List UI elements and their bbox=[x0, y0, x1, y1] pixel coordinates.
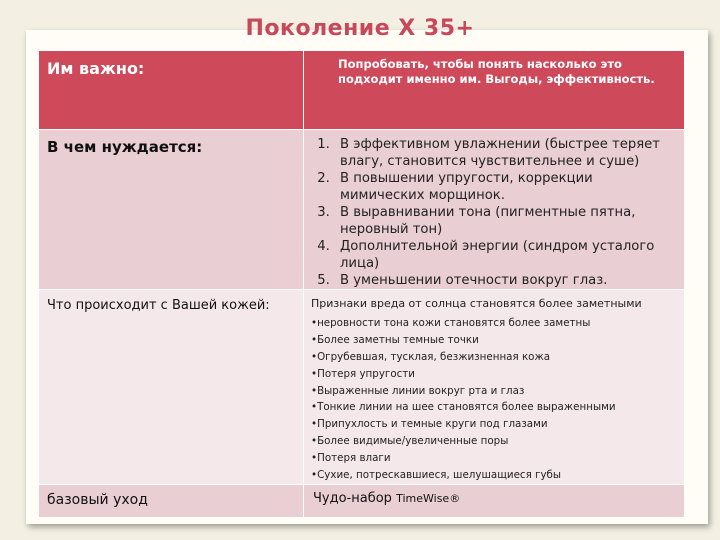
skin-item: •Припухлость и темные круги под глазами bbox=[311, 418, 548, 431]
row-value-cell bbox=[304, 51, 685, 130]
needs-item: 1. В эффективном увлажнении (быстрее теряет влагу, становится чувствительнее и суше) bbox=[334, 136, 678, 170]
row-label-cell bbox=[39, 51, 304, 130]
skin-intro: Признаки вреда от солнца становятся более заметными bbox=[311, 297, 642, 310]
care-brand: TimeWise® bbox=[396, 491, 461, 505]
table-row-important bbox=[39, 51, 685, 130]
skin-item: •Сухие, потрескавшиеся, шелушащиеся губы bbox=[311, 469, 562, 482]
row-value-cell bbox=[304, 130, 685, 290]
needs-item: 5. В уменьшении отечности вокруг глаз. bbox=[334, 272, 678, 289]
table-row-needs bbox=[39, 130, 685, 290]
important-label: Им важно: bbox=[47, 59, 145, 78]
table-row-care bbox=[39, 484, 685, 517]
skin-label: Что происходит с Вашей кожей: bbox=[47, 298, 270, 313]
skin-list bbox=[304, 290, 684, 484]
care-value bbox=[304, 485, 684, 506]
needs-list bbox=[304, 130, 684, 289]
info-table bbox=[38, 50, 685, 518]
skin-item: •Более заметны темные точки bbox=[311, 333, 479, 346]
row-value-cell bbox=[304, 290, 685, 485]
care-product: Чудо-набор bbox=[313, 490, 392, 506]
skin-item: •Более видимые/увеличенные поры bbox=[311, 435, 509, 448]
table-row-skin bbox=[39, 290, 685, 485]
row-value-cell bbox=[304, 484, 685, 517]
important-text: Попробовать, чтобы понять насколько это подходит именно им. Выгоды, эффективность. bbox=[338, 57, 655, 86]
row-label-cell bbox=[39, 130, 304, 290]
needs-item: 4. Дополнительной энергии (синдром усталого лица) bbox=[334, 238, 678, 272]
row-label-cell bbox=[39, 290, 304, 485]
needs-label: В чем нуждается: bbox=[47, 138, 203, 156]
needs-item: 3. В выравнивании тона (пигментные пятна, неровный тон) bbox=[334, 204, 678, 238]
skin-item: •Выраженные линии вокруг рта и глаз bbox=[311, 384, 525, 397]
page-title: Поколение Х 35+ bbox=[245, 16, 475, 41]
skin-item: •Потеря влаги bbox=[311, 452, 391, 465]
skin-item: •Тонкие линии на шее становятся более выраженными bbox=[311, 401, 616, 414]
skin-item: •неровности тона кожи становятся более заметны bbox=[311, 316, 591, 329]
care-label: базовый уход bbox=[47, 491, 148, 508]
row-label-cell bbox=[39, 484, 304, 517]
needs-item: 2. В повышении упругости, коррекции мимических морщинок. bbox=[334, 170, 678, 204]
skin-item: •Огрубевшая, тусклая, безжизненная кожа bbox=[311, 350, 551, 363]
skin-item: •Потеря упругости bbox=[311, 367, 415, 380]
